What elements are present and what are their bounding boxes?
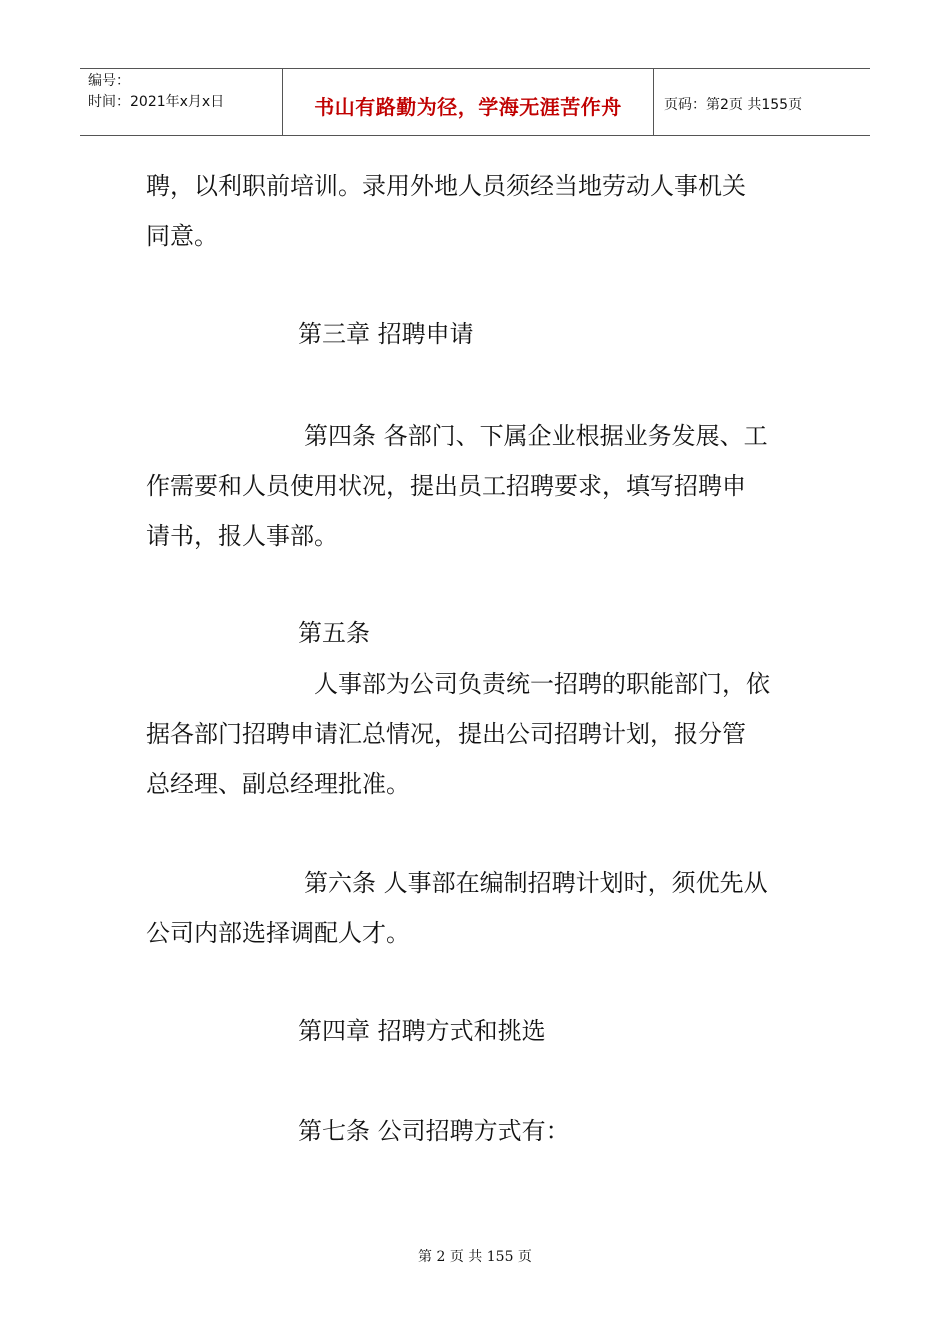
document-number-label: 编号： — [88, 73, 130, 89]
header-page-info: 页码：第2页 共155页 — [664, 97, 803, 113]
paragraph-line: 公司内部选择调配人才。 — [146, 919, 410, 947]
header-meta — [80, 69, 282, 135]
chapter-heading-4: 第四章 招聘方式和挑选 — [298, 1017, 546, 1045]
page-footer: 第 2 页 共 155 页 — [418, 1249, 532, 1265]
header-motto-cell — [282, 69, 654, 135]
document-time-label: 时间：2021年x月x日 — [88, 94, 225, 110]
article-5 — [146, 659, 810, 809]
paragraph-line: 人事部为公司负责统一招聘的职能部门，依 — [314, 670, 770, 698]
article-5-title: 第五条 — [298, 619, 370, 647]
paragraph-line: 第六条 人事部在编制招聘计划时，须优先从 — [304, 869, 768, 897]
paragraph-line: 据各部门招聘申请汇总情况，提出公司招聘计划，报分管 — [146, 720, 746, 748]
paragraph-line: 总经理、副总经理批准。 — [146, 770, 410, 798]
paragraph-continuation — [146, 161, 810, 261]
paragraph-line: 作需要和人员使用状况，提出员工招聘要求，填写招聘申 — [146, 472, 746, 500]
paragraph-line: 第四条 各部门、下属企业根据业务发展、工 — [304, 422, 768, 450]
chapter-heading-3: 第三章 招聘申请 — [298, 320, 474, 348]
page-header — [80, 68, 870, 136]
article-6 — [146, 858, 810, 958]
article-4 — [146, 411, 810, 561]
header-page-info-cell — [654, 69, 870, 135]
paragraph-line: 请书，报人事部。 — [146, 522, 338, 550]
paragraph-line: 聘，以利职前培训。录用外地人员须经当地劳动人事机关 — [146, 172, 746, 200]
article-7: 第七条 公司招聘方式有： — [298, 1117, 570, 1145]
header-motto: 书山有路勤为径，学海无涯苦作舟 — [314, 94, 622, 119]
paragraph-line: 同意。 — [146, 222, 218, 250]
